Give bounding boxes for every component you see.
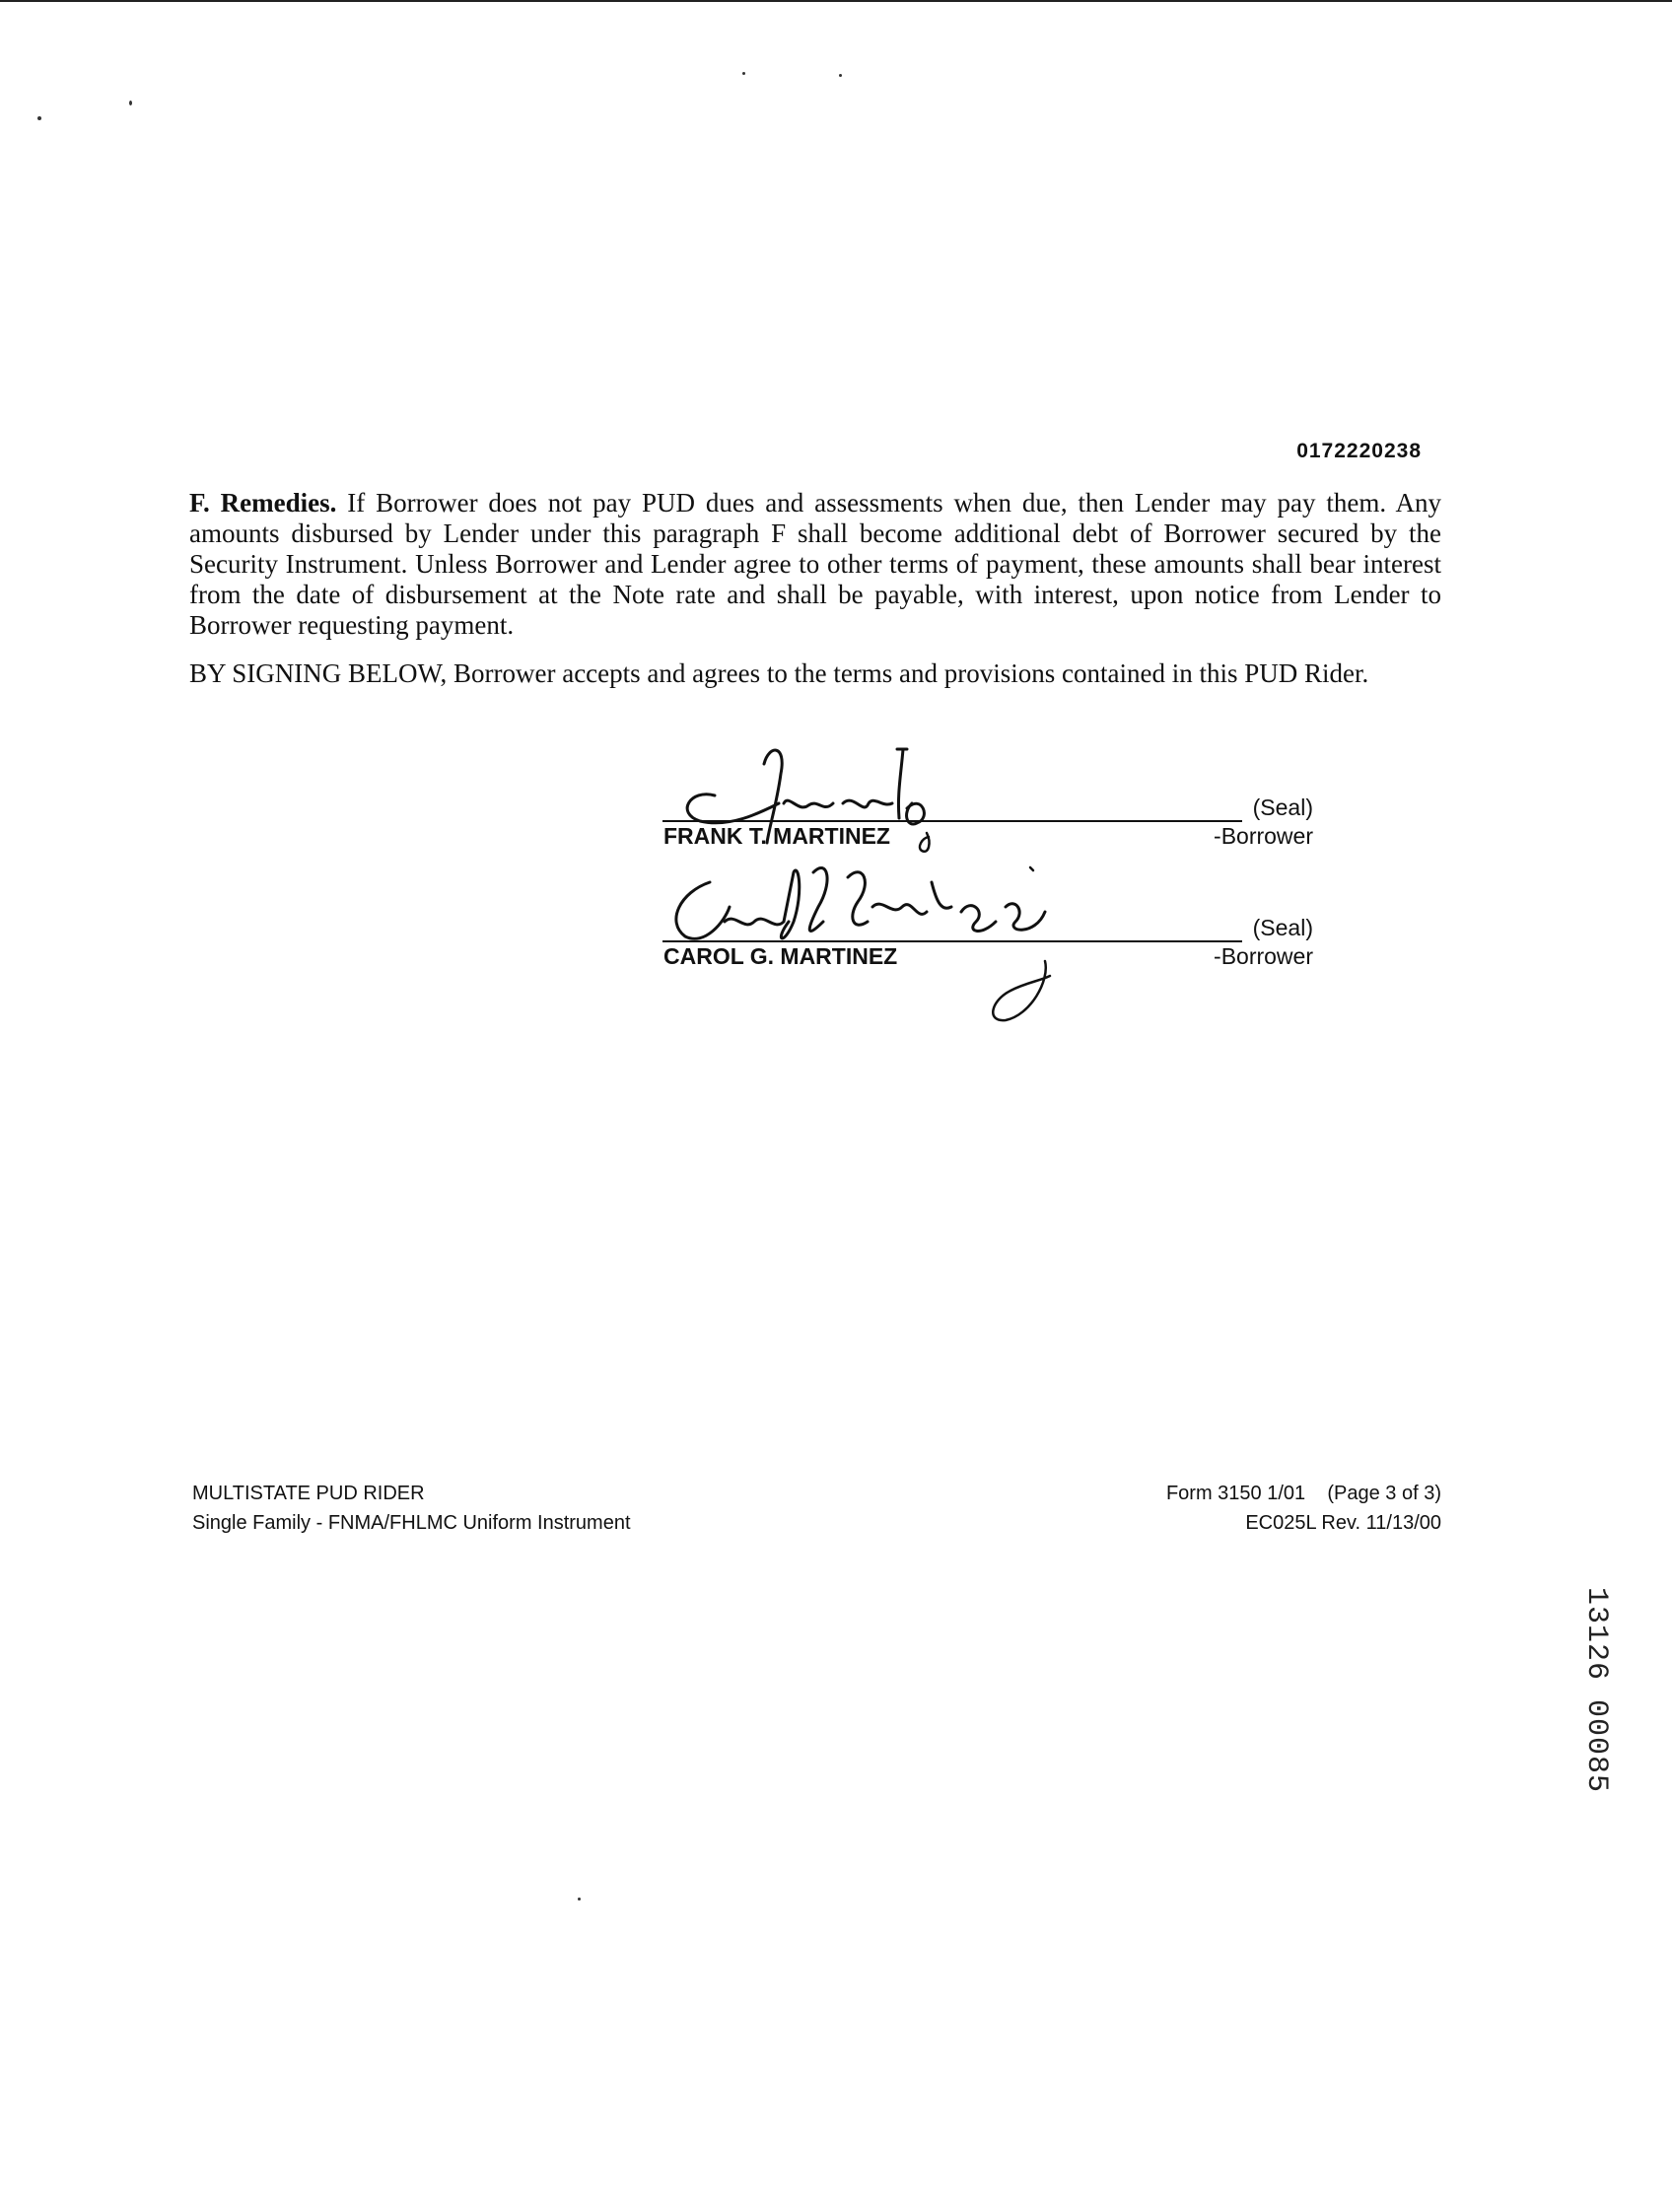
carol-signature bbox=[656, 853, 1099, 1025]
scan-speck bbox=[37, 116, 41, 120]
signature-line bbox=[662, 820, 1242, 822]
form-subtitle: Single Family - FNMA/FHLMC Uniform Instrument bbox=[192, 1512, 631, 1534]
remedies-heading: F. Remedies. bbox=[189, 488, 337, 518]
scan-speck bbox=[742, 72, 745, 75]
signature-line bbox=[662, 940, 1242, 942]
loan-number: 0172220238 bbox=[1296, 440, 1422, 462]
borrower-label: -Borrower bbox=[1214, 823, 1313, 849]
form-revision: EC025L Rev. 11/13/00 bbox=[1245, 1512, 1441, 1534]
form-title: MULTISTATE PUD RIDER bbox=[192, 1483, 425, 1504]
scan-speck bbox=[129, 101, 132, 105]
form-page-line: Form 3150 1/01 (Page 3 of 3) bbox=[1165, 1483, 1441, 1504]
recording-stamp: 13126 00085 bbox=[1579, 1587, 1613, 1794]
seal-label: (Seal) bbox=[1252, 915, 1313, 940]
signer-name: CAROL G. MARTINEZ bbox=[663, 943, 898, 969]
remedies-text: If Borrower does not pay PUD dues and assessments when due, then Lender may pay them. Any amounts disbursed by Lender under this paragraph F shall become additional debt of Borrower secured by the Security Instrument. Unless Borrower and Lender agree to other terms of payment, these amounts shall bear interest from the date of disbursement at the Note rate and shall be payable, with interest, upon notice from Lender to Borrower requesting payment. bbox=[189, 488, 1441, 640]
scan-speck bbox=[839, 74, 842, 77]
signing-statement: BY SIGNING BELOW, Borrower accepts and agrees to the terms and provisions contained in this PUD Rider. bbox=[189, 658, 1369, 688]
remedies-paragraph bbox=[189, 488, 1441, 641]
footer-right bbox=[1084, 1479, 1441, 1538]
top-border-rule bbox=[0, 0, 1672, 2]
footer-left bbox=[192, 1479, 631, 1538]
scan-speck bbox=[578, 1898, 581, 1901]
borrower-label: -Borrower bbox=[1214, 943, 1313, 969]
seal-label: (Seal) bbox=[1252, 795, 1313, 820]
signer-name: FRANK T. MARTINEZ bbox=[663, 823, 890, 849]
